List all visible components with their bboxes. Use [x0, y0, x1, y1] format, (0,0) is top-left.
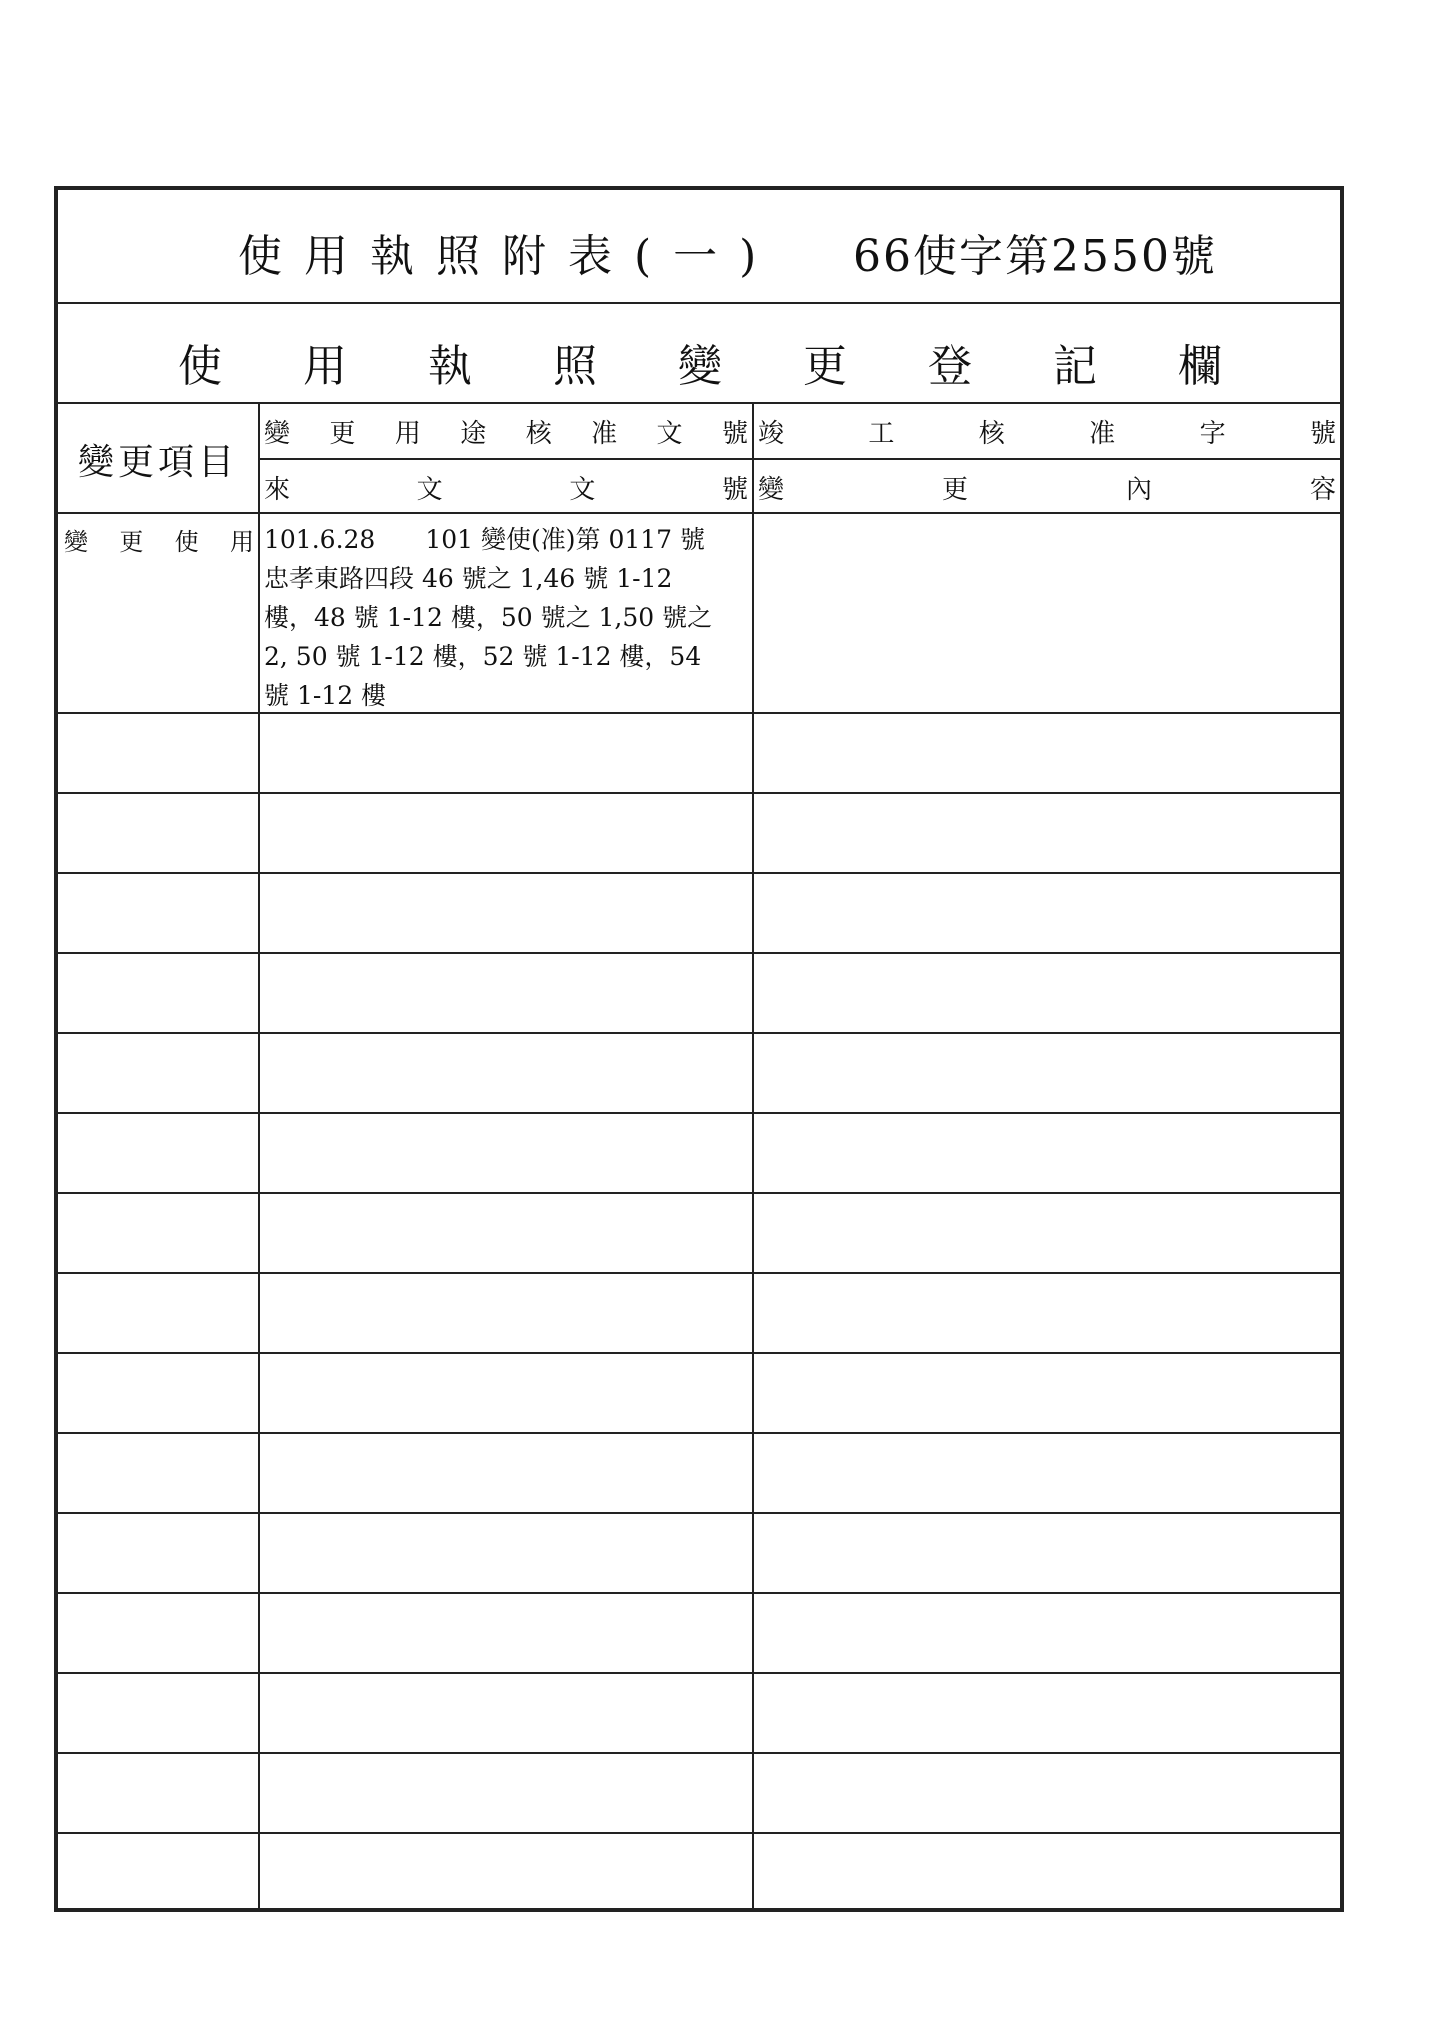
- subtitle-row: [58, 304, 1340, 404]
- table-row: [58, 514, 1340, 714]
- subtitle-char: 用: [303, 341, 347, 392]
- table-row: [58, 1594, 1340, 1674]
- change-item-cell: 變 更 使 用: [64, 528, 254, 556]
- table-row: [58, 874, 1340, 954]
- table-row: [58, 1434, 1340, 1514]
- header-change-item: 變更項目: [77, 441, 238, 483]
- subtitle-char: 變: [678, 341, 722, 392]
- subtitle-char: 欄: [1178, 341, 1222, 392]
- column-divider: [752, 404, 754, 1908]
- header-incoming-doc: 來 文 文 號: [264, 474, 748, 505]
- table-row: [58, 1114, 1340, 1194]
- column-header: [58, 404, 1340, 514]
- table-row: [58, 1754, 1340, 1834]
- header-change-content: 變 更 內 容: [758, 474, 1336, 505]
- page-title: 使用執照附表(一): [238, 231, 779, 282]
- table-row: [58, 714, 1340, 794]
- table-row: [58, 1194, 1340, 1274]
- title-row: [58, 190, 1340, 304]
- table-row: [58, 954, 1340, 1034]
- subtitle-char: 照: [553, 341, 597, 392]
- table-row: [58, 794, 1340, 874]
- table-row: [58, 1274, 1340, 1354]
- subtitle-char: 執: [428, 341, 472, 392]
- header-completion-number: 竣 工 核 准 字 號: [758, 418, 1336, 449]
- table-row: [58, 1514, 1340, 1594]
- table-row: [58, 1034, 1340, 1114]
- registration-sheet: [54, 186, 1344, 1912]
- column-divider: [258, 404, 260, 1908]
- table-row: [58, 1674, 1340, 1754]
- subtitle-char: 記: [1053, 341, 1097, 392]
- subtitle-char: 登: [928, 341, 972, 392]
- table-row: [58, 1354, 1340, 1434]
- subtitle-char: 更: [803, 341, 847, 392]
- subtitle-char: 使: [178, 341, 222, 392]
- approval-doc-cell: 101.6.28 101 變使(准)第 0117 號 忠孝東路四段 46 號之 1,46 號 1-12 樓，48 號 1-12 樓，50 號之 1,50 號之 2, 50 號 1-12 樓，52 號 1-12 樓，54 號 1-12 樓: [264, 525, 713, 710]
- header-approval-doc: 變 更 用 途 核 准 文 號: [264, 418, 748, 449]
- license-number: 66使字第2550號: [853, 231, 1217, 282]
